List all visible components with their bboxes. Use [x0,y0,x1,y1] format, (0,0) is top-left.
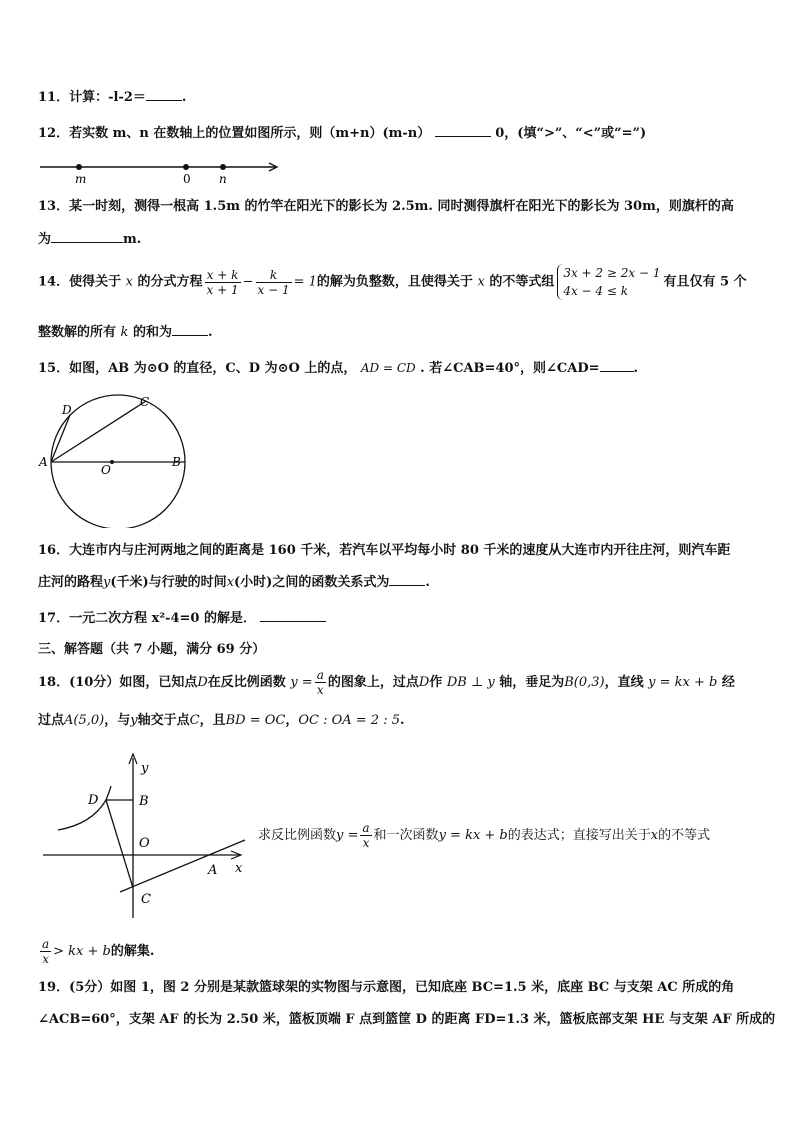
q18-line2-a: 过点 [38,713,65,728]
q18-line2-e: ， [285,713,299,728]
fraction-1-denominator: x + 1 [206,282,239,297]
minus-sign: − [242,274,254,290]
ratio-expr: OC : OA = 2 : 5 [298,713,400,728]
point-n [220,164,226,170]
fraction-2-denominator: x − 1 [257,282,290,297]
q13-line2-end: m. [123,232,142,247]
point-b-coords: B(0,3) [564,675,605,690]
var-d: D [418,675,430,690]
question-12 [38,124,646,143]
question-18-task [258,818,710,854]
q16-period: . [425,575,430,590]
q16-line2-b: (千米)与行驶的时间 [110,575,227,590]
q16-line2-c: (小时)之间的函数关系式为 [234,575,390,590]
q14-line2-end: 的和为 [132,325,172,340]
label-c: C [140,395,150,409]
coordinate-figure [40,748,255,923]
label-o: O [139,836,150,851]
q11-text: 11．计算：-l-2＝ [38,90,146,105]
var-x: x [650,828,659,843]
answer-blank [51,230,123,243]
var-c: C [189,713,200,728]
fraction-1-numerator: x + k [205,268,241,283]
q18-line2-d: ，且 [199,713,226,728]
q15-period: . [633,361,639,376]
fraction-1 [205,268,241,297]
q11-end: . [181,90,187,105]
label-d: D [62,403,72,417]
question-18-line1 [38,666,735,700]
q18-task-d: 的不等式 [658,828,711,843]
q14-mid1: 的分式方程 [137,274,203,290]
y-equals: y = [290,675,313,690]
q15-start: 15．如图，AB 为⊙O 的直径，C、D 为⊙O 上的点， [38,361,357,376]
q19-line2: ∠ACB=60°，支架 AF 的长为 2.50 米，篮板顶端 F 点到篮筐 D 的距离 FD=1.3 米，篮板底部支架 HE 与支架 AF 所成的 [38,1012,776,1027]
label-a: A [208,863,218,878]
number-line-figure [38,156,288,186]
q14-mid2: 的解为负整数，且使得关于 [316,274,473,290]
question-16-line2 [38,573,430,592]
fraction-2 [256,268,292,297]
label-c: C [141,892,151,907]
numerator-a: a [362,821,370,835]
q19-line1: 19．(5分）如图 1，图 2 分别是某款篮球架的实物图与示意图，已知底座 BC=1.5 米，底座 BC 与支架 AC 所成的角 [38,980,735,995]
denominator-x: x [42,952,49,966]
fraction-2-numerator: k [256,268,292,283]
numerator-a: a [42,937,50,951]
q18-ans-end: 的解集. [110,944,155,959]
perpendicular-expr: DB ⊥ y [446,675,495,690]
inequality-2: 4x − 4 ≤ k [563,284,629,298]
var-k: k [120,325,129,340]
label-b: B [172,455,181,469]
inequality-1: 3x + 2 ≥ 2x − 1 [563,266,661,280]
q18-mid5: ，直线 [604,675,644,690]
q18-end: 经 [721,675,735,690]
var-x: x [125,274,133,290]
question-19-line2 [38,1011,775,1029]
q16-line1: 16．大连市内与庄河两地之间的距离是 160 千米，若汽车以平均每小时 80 千米的速度从大连市内开往庄河，则汽车距 [38,543,731,558]
segment-dc [106,800,133,888]
q18-mid4: 轴，垂足为 [499,675,565,690]
numerator-a: a [316,668,324,682]
q18-mid3: 作 [429,675,443,690]
q17-text: 17．一元二次方程 x²-4=0 的解是． [38,611,256,626]
var-x: x [226,575,235,590]
q14-line2-start: 整数解的所有 [38,325,117,340]
chord-ad [51,415,70,462]
line-expr: y = kx + b [648,675,718,690]
var-y: y [130,713,138,728]
q18-mid2: 的图象上，过点 [327,675,419,690]
line-expr: y = kx + b [438,828,508,843]
q18-line2-f: . [400,713,405,728]
q14-period: . [207,325,213,340]
question-13-line1 [38,198,734,216]
answer-blank [260,609,326,622]
label-zero: 0 [183,172,191,186]
var-x: x [477,274,485,290]
question-18-line2 [38,712,405,730]
q14-start: 14．使得关于 [38,274,122,290]
question-16-line1 [38,542,730,560]
y-equals: y = [336,828,359,843]
q12-text: 12．若实数 m、n 在数轴上的位置如图所示，则（m+n）(m-n） [38,126,431,141]
q14-mid3: 的不等式组 [489,274,555,290]
point-m [76,164,82,170]
point-zero [183,164,189,170]
answer-blank [389,573,425,586]
section-3-title: 三、解答题（共 7 小题，满分 69 分） [38,642,266,657]
hyperbola-curve [58,786,111,830]
question-17 [38,609,326,628]
q15-end: . 若∠CAB=40°，则∠CAD= [420,361,600,376]
answer-blank [172,323,208,336]
fraction-a-over-x [360,821,371,850]
bd-equals-oc: BD = OC [225,713,286,728]
denominator-x: x [316,683,324,697]
label-a: A [39,455,48,469]
equals-one: = 1 [293,274,317,290]
answer-blank [146,88,182,101]
q18-task-c: 的表达式；直接写出关于 [507,828,651,843]
fraction-a-over-x [40,937,51,966]
label-o: O [101,463,111,477]
q18-start: 18．(10分）如图，已知点 [38,675,198,690]
q13-line1: 13．某一时刻，测得一根高 1.5m 的竹竿在阳光下的影长为 2.5m. 同时测得旗杆在阳光下的影长为 30m，则旗杆的高 [38,199,734,214]
label-d: D [88,793,99,808]
denominator-x: x [362,836,370,850]
q12-end: 0，(填“>”、“<”或“=”) [495,126,647,141]
q16-line2-a: 庄河的路程 [38,575,104,590]
q18-line2-c: 轴交于点 [137,713,190,728]
question-18-answer [38,934,154,970]
label-x: x [235,861,243,876]
arc-equality: AD = CD [360,361,416,375]
label-m: m [75,172,87,186]
point-a-coords: A(5,0) [64,713,105,728]
inequality-expr: > kx + b [53,944,111,959]
question-14-line1 [38,264,747,301]
q18-task-a: 求反比例函数 [258,828,337,843]
q18-line2-b: ，与 [104,713,131,728]
answer-blank [435,124,491,137]
q18-mid1: 在反比例函数 [207,675,286,690]
q18-task-b: 和一次函数 [373,828,439,843]
fraction-a-over-x [315,668,326,697]
label-y: y [141,761,149,776]
question-13-line2 [38,230,141,249]
inequality-system [557,264,660,300]
answer-blank [600,359,634,372]
circle-figure [36,393,196,528]
var-d: D [197,675,208,690]
label-n: n [219,172,227,186]
question-15 [38,359,638,378]
label-b: B [139,794,149,809]
question-19-line1 [38,979,734,997]
question-11 [38,88,186,107]
q13-line2-start: 为 [38,232,52,247]
q14-end: 有且仅有 5 个 [663,274,747,290]
section-3-heading [38,641,265,659]
question-14-line2 [38,323,213,342]
var-y: y [103,575,111,590]
